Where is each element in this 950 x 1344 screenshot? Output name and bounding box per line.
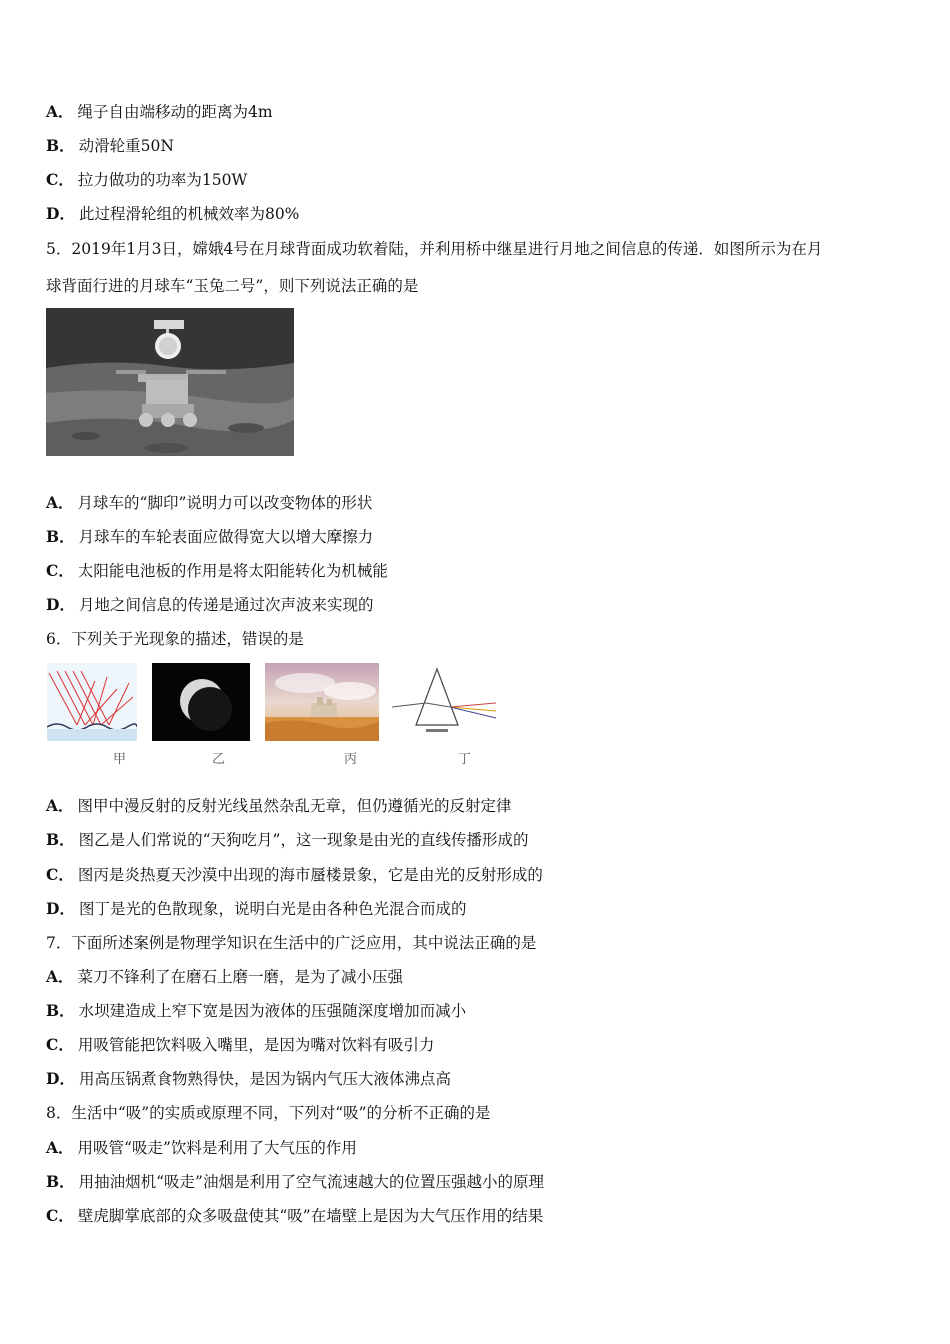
q5-stem-line1: 5．2019年1月3日，嫦娥4号在月球背面成功软着陆，并利用桥中继星进行月地之间信息的传递．如图所示为在月	[46, 240, 823, 258]
q8-option-a: A． 用吸管“吸走”饮料是利用了大气压的作用	[46, 1138, 357, 1157]
mirage-image	[265, 663, 379, 741]
caption-ding: 丁	[458, 752, 472, 767]
q4-option-b: B． 动滑轮重50N	[46, 136, 174, 155]
q6-option-c: C． 图丙是炎热夏天沙漠中出现的海市蜃楼景象，它是由光的反射形成的	[46, 865, 543, 884]
prism-diagram	[392, 663, 498, 741]
q5-option-d: D． 月地之间信息的传递是通过次声波来实现的	[46, 595, 374, 614]
q6-stem: 6．下列关于光现象的描述，错误的是	[46, 630, 304, 648]
q4-option-c: C． 拉力做功的功率为150W	[46, 170, 248, 189]
q7-option-c: C． 用吸管能把饮料吸入嘴里，是因为嘴对饮料有吸引力	[46, 1035, 435, 1054]
caption-jia: 甲	[113, 752, 127, 767]
q5-stem-line2: 球背面行进的月球车“玉兔二号”，则下列说法正确的是	[46, 277, 419, 295]
q5-option-c: C． 太阳能电池板的作用是将太阳能转化为机械能	[46, 561, 388, 580]
q4-option-a: A． 绳子自由端移动的距离为4m	[46, 102, 273, 121]
lunar-rover-photo	[46, 308, 294, 456]
q5-option-b: B． 月球车的车轮表面应做得宽大以增大摩擦力	[46, 527, 374, 546]
rover-illustration	[46, 308, 294, 456]
figure-mirage	[265, 663, 379, 741]
q7-option-b: B． 水坝建造成上窄下宽是因为液体的压强随深度增加而减小	[46, 1001, 467, 1020]
q6-option-a: A． 图甲中漫反射的反射光线虽然杂乱无章，但仍遵循光的反射定律	[46, 796, 512, 815]
lunar-eclipse-image	[152, 663, 250, 741]
q8-option-c: C． 壁虎脚掌底部的众多吸盘使其“吸”在墙壁上是因为大气压作用的结果	[46, 1206, 544, 1225]
q8-option-b: B． 用抽油烟机“吸走”油烟是利用了空气流速越大的位置压强越小的原理	[46, 1172, 544, 1191]
q5-option-a: A． 月球车的“脚印”说明力可以改变物体的形状	[46, 493, 373, 512]
q7-option-d: D． 用高压锅煮食物熟得快，是因为锅内气压大液体沸点高	[46, 1069, 451, 1088]
q8-stem: 8．生活中“吸”的实质或原理不同，下列对“吸”的分析不正确的是	[46, 1104, 491, 1122]
figure-diffuse-reflection	[47, 663, 137, 741]
caption-bing: 丙	[344, 752, 358, 767]
diffuse-reflection-diagram	[47, 663, 137, 741]
q7-stem: 7．下面所述案例是物理学知识在生活中的广泛应用，其中说法正确的是	[46, 934, 537, 952]
figure-prism-dispersion	[392, 663, 498, 741]
q4-option-d: D． 此过程滑轮组的机械效率为80%	[46, 204, 300, 223]
q7-option-a: A． 菜刀不锋利了在磨石上磨一磨，是为了减小压强	[46, 967, 404, 986]
caption-yi: 乙	[212, 752, 226, 767]
figure-lunar-eclipse	[152, 663, 250, 741]
q6-option-d: D． 图丁是光的色散现象，说明白光是由各种色光混合而成的	[46, 899, 467, 918]
q6-option-b: B． 图乙是人们常说的“天狗吃月”，这一现象是由光的直线传播形成的	[46, 830, 529, 849]
